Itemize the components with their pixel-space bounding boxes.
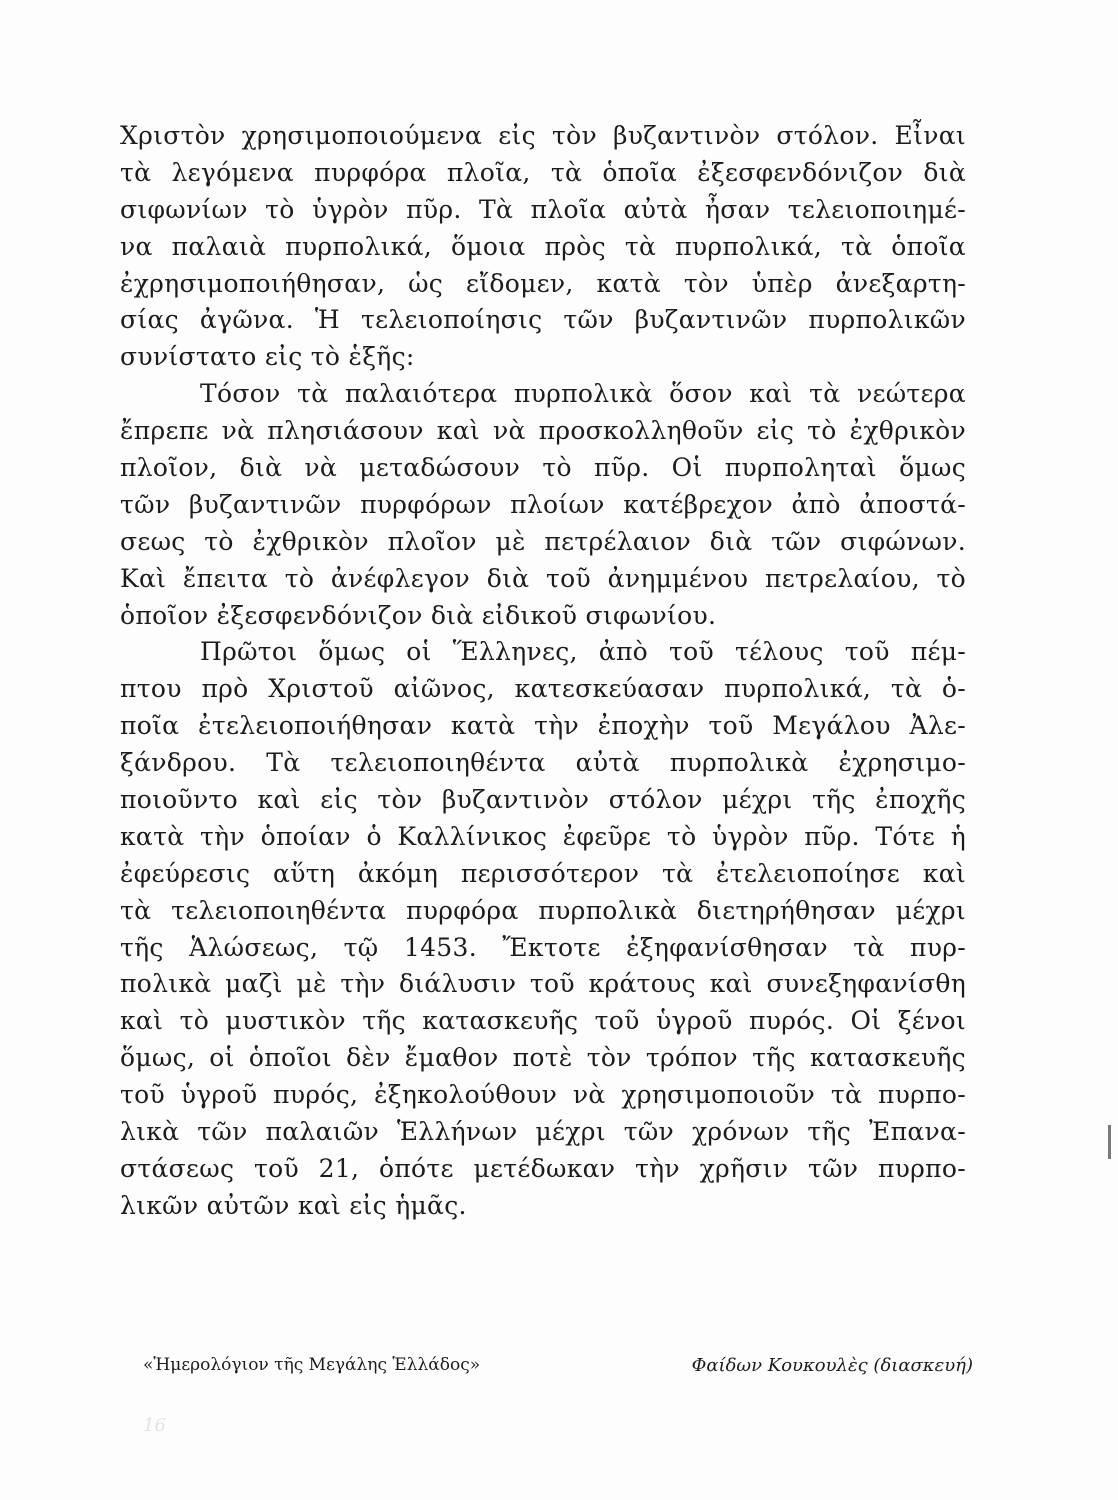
text-line: κατὰ τὴν ὁποίαν ὁ Καλλίνικος ἐφεῦρε τὸ ὑγρὸν πῦρ. Τότε ἡ	[120, 821, 966, 851]
text-line: ἔπρεπε νὰ πλησιάσουν καὶ νὰ προσκολληθοῦν εἰς τὸ ἐχθρικὸν	[120, 416, 966, 446]
text-line: Καὶ ἔπειτα τὸ ἀνέφλεγον διὰ τοῦ ἀνημμένου πετρελαίου, τὸ	[120, 563, 966, 593]
page-number: 16	[143, 1415, 166, 1436]
text-line: πλοῖον, διὰ νὰ μεταδώσουν τὸ πῦρ. Οἱ πυρποληταὶ ὅμως	[120, 453, 966, 483]
text-line: τῆς Ἁλώσεως, τῷ 1453. Ἔκτοτε ἐξηφανίσθησαν τὰ πυρ-	[120, 932, 966, 962]
text-line: στάσεως τοῦ 21, ὁπότε μετέδωκαν τὴν χρῆσιν τῶν πυρπο-	[120, 1153, 966, 1183]
text-line: σεως τὸ ἐχθρικὸν πλοῖον μὲ πετρέλαιον διὰ τῶν σιφώνων.	[120, 526, 966, 556]
text-line: τὰ λεγόμενα πυρφόρα πλοῖα, τὰ ὁποῖα ἐξεσφενδόνιζον διὰ	[120, 157, 966, 187]
text-line: Χριστὸν χρησιμοποιούμενα εἰς τὸν βυζαντινὸν στόλον. Εἶναι	[120, 121, 966, 150]
text-line: σιφωνίων τὸ ὑγρὸν πῦρ. Τὰ πλοῖα αὐτὰ ἦσαν τελειοποιημέ-	[120, 194, 966, 224]
text-line: τῶν βυζαντινῶν πυρφόρων πλοίων κατέβρεχον ἀπὸ ἀποστά-	[120, 489, 966, 519]
text-line: ὁποῖον ἐξεσφενδόνιζον διὰ εἰδικοῦ σιφωνίου.	[120, 600, 717, 630]
paragraph-start: Πρῶτοι ὅμως οἱ Ἕλληνες, ἀπὸ τοῦ τέλους τοῦ πέμ-	[200, 637, 966, 667]
text-line: τὰ τελειοποιηθέντα πυρφόρα πυρπολικὰ διετηρήθησαν μέχρι	[120, 895, 966, 925]
citation-footer	[143, 1355, 973, 1385]
text-line: ἐχρησιμοποιήθησαν, ὡς εἴδομεν, κατὰ τὸν ὑπὲρ ἀνεξαρτη-	[120, 268, 966, 298]
citation-author: Φαίδων Κουκουλὲς (διασκευή)	[691, 1355, 973, 1376]
text-line: καὶ τὸ μυστικὸν τῆς κατασκευῆς τοῦ ὑγροῦ πυρός. Οἱ ξένοι	[120, 1006, 966, 1036]
text-line: ἐφεύρεσις αὕτη ἀκόμη περισσότερον τὰ ἐτελειοποίησε καὶ	[120, 858, 966, 888]
text-line: λικῶν αὐτῶν καὶ εἰς ἡμᾶς.	[120, 1190, 467, 1220]
text-line: τοῦ ὑγροῦ πυρός, ἐξηκολούθουν νὰ χρησιμοποιοῦν τὰ πυρπο-	[120, 1080, 966, 1110]
page-edge-mark	[1108, 1125, 1111, 1159]
text-line: ὅμως, οἱ ὁποῖοι δὲν ἔμαθον ποτὲ τὸν τρόπον τῆς κατασκευῆς	[120, 1043, 966, 1073]
text-line: πολικὰ μαζὶ μὲ τὴν διάλυσιν τοῦ κράτους καὶ συνεξηφανίσθη	[120, 969, 966, 999]
paragraph-start: Τόσον τὰ παλαιότερα πυρπολικὰ ὅσον καὶ τὰ νεώτερα	[200, 379, 966, 409]
text-line: λικὰ τῶν παλαιῶν Ἑλλήνων μέχρι τῶν χρόνων τῆς Ἐπανα-	[120, 1117, 966, 1147]
text-line: ξάνδρου. Τὰ τελειοποιηθέντα αὐτὰ πυρπολικὰ ἐχρησιμο-	[120, 748, 966, 778]
text-line: πτου πρὸ Χριστοῦ αἰῶνος, κατεσκεύασαν πυρπολικά, τὰ ὁ-	[120, 674, 966, 704]
text-line: σίας ἀγῶνα. Ἡ τελειοποίησις τῶν βυζαντινῶν πυρπολικῶν	[120, 305, 966, 335]
text-line: να παλαιὰ πυρπολικά, ὅμοια πρὸς τὰ πυρπολικά, τὰ ὁποῖα	[120, 231, 966, 261]
text-line: συνίστατο εἰς τὸ ἑξῆς:	[120, 342, 415, 372]
text-line: ποῖα ἐτελειοποιήθησαν κατὰ τὴν ἐποχὴν τοῦ Μεγάλου Ἀλε-	[120, 711, 966, 741]
text-line: ποιοῦντο καὶ εἰς τὸν βυζαντινὸν στόλον μέχρι τῆς ἐποχῆς	[120, 785, 966, 815]
body-text	[120, 118, 966, 1225]
citation-source: «Ἡμερολόγιον τῆς Μεγάλης Ἑλλάδος»	[143, 1355, 481, 1375]
